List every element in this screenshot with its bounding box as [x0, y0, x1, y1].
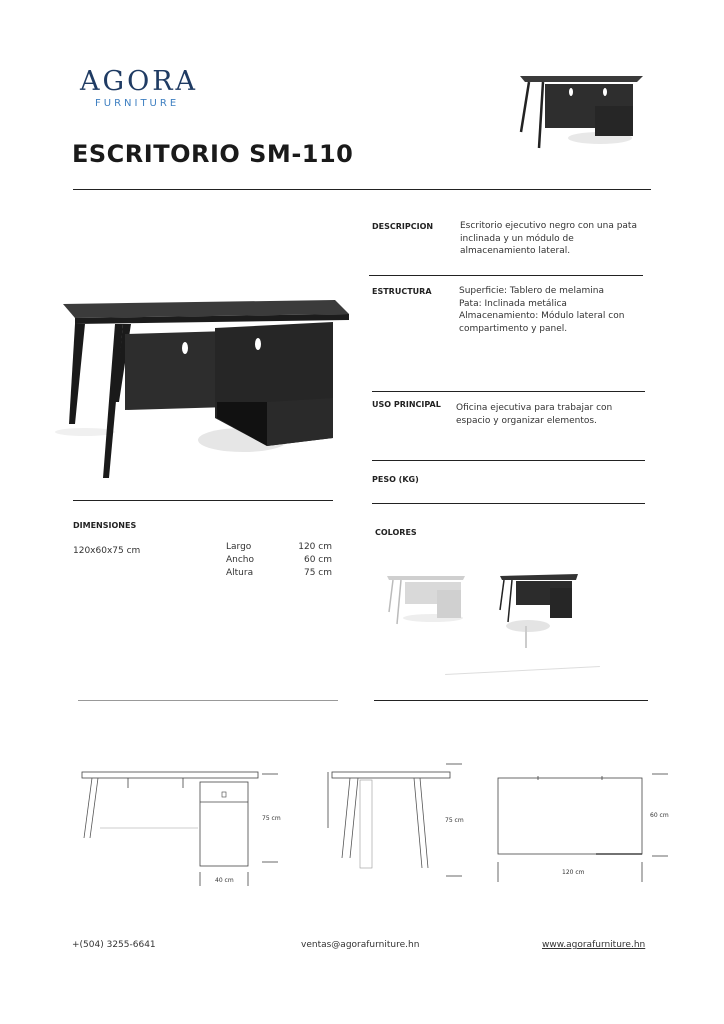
uso-label: USO PRINCIPAL — [372, 400, 441, 409]
dim-value: 60 cm — [303, 555, 332, 565]
descripcion-line: almacenamiento lateral. — [460, 246, 571, 256]
color-divider — [445, 666, 600, 675]
colors-bottom-divider — [374, 700, 648, 701]
dim-name: Ancho — [226, 555, 255, 565]
estructura-line: compartimento y panel. — [459, 323, 568, 334]
spec-divider — [369, 275, 643, 276]
front-width-label: 40 cm — [215, 877, 234, 884]
top-width-label: 120 cm — [562, 869, 585, 876]
side-height-label: 75 cm — [445, 817, 464, 824]
estructura-line: Almacenamiento: Módulo lateral con — [459, 311, 625, 321]
dimensions-bottom-divider — [78, 700, 338, 701]
descripcion-text — [460, 220, 655, 258]
brand-subtitle: FURNITURE — [95, 98, 180, 109]
footer-phone: +(504) 3255-6641 — [72, 940, 156, 950]
dimensiones-label: DIMENSIONES — [73, 521, 137, 530]
desk-main-image — [45, 290, 355, 485]
brand-logo: AGORA — [80, 66, 199, 97]
estructura-line: Pata: Inclinada metálica — [459, 298, 567, 309]
front-height-label: 75 cm — [262, 815, 281, 822]
colores-label: COLORES — [375, 528, 417, 537]
uso-line: Oficina ejecutiva para trabajar con — [456, 403, 613, 413]
color-swatch-white — [383, 568, 483, 628]
dim-value: 120 cm — [298, 542, 332, 552]
dimensiones-names — [226, 541, 254, 580]
top-view-drawing — [492, 770, 672, 885]
spec-divider — [372, 391, 645, 392]
peso-label: PESO (KG) — [372, 475, 419, 484]
front-view-drawing — [78, 768, 293, 890]
descripcion-label: DESCRIPCION — [372, 222, 434, 231]
footer-email[interactable]: ventas@agorafurniture.hn — [301, 940, 420, 950]
desk-thumbnail — [515, 66, 650, 156]
estructura-line: Superficie: Tablero de melamina — [459, 286, 604, 296]
dim-value: 75 cm — [303, 568, 332, 578]
page-title: ESCRITORIO SM-110 — [72, 140, 354, 168]
uso-line: espacio y organizar elementos. — [456, 415, 597, 426]
dim-name: Largo — [226, 542, 252, 552]
dimensiones-values — [286, 541, 332, 580]
dim-name: Altura — [226, 568, 254, 578]
spec-divider — [372, 460, 645, 461]
estructura-text — [459, 285, 654, 335]
descripcion-line: Escritorio ejecutivo negro con una pata — [460, 221, 637, 231]
top-depth-label: 60 cm — [650, 812, 669, 819]
dimensions-divider — [73, 500, 333, 501]
descripcion-line: inclinada y un módulo de — [460, 233, 574, 244]
estructura-label: ESTRUCTURA — [372, 287, 432, 296]
color-swatch-black — [496, 568, 586, 653]
dimensiones-summary: 120x60x75 cm — [73, 546, 141, 556]
title-divider — [73, 189, 651, 190]
uso-text — [456, 402, 651, 427]
footer-website-link[interactable]: www.agorafurniture.hn — [542, 940, 646, 950]
spec-divider — [372, 503, 645, 504]
